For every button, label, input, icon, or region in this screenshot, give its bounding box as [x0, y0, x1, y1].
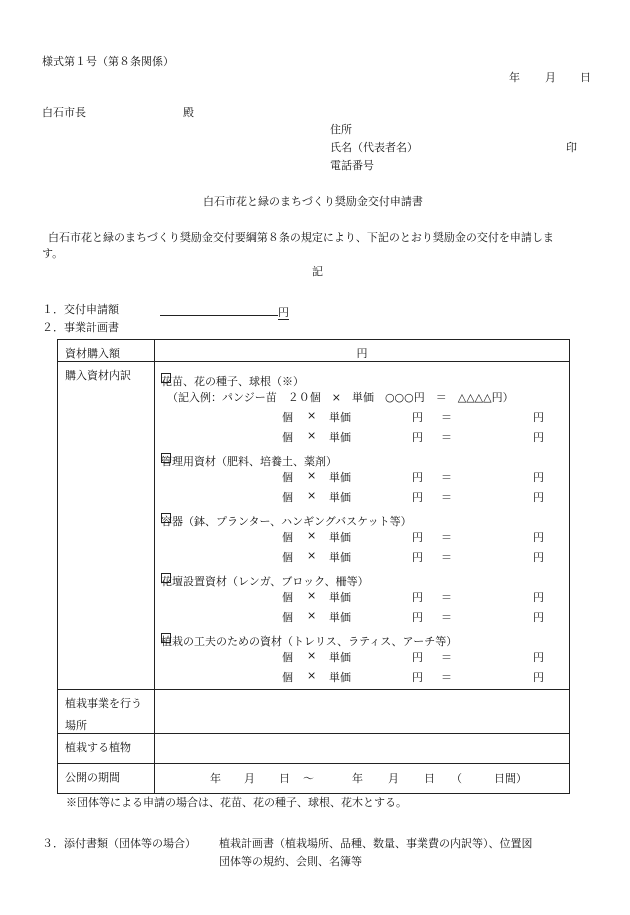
intro-line-2: す。	[42, 247, 64, 260]
date-year: 年	[509, 71, 520, 84]
entry-row: 個 × 単価 円 ＝ 円	[282, 549, 544, 564]
footnote: ※団体等による申請の場合は、花苗、花の種子、球根、花木とする。	[66, 796, 407, 809]
item3-line-2: 団体等の規約、会則、名簿等	[219, 855, 362, 868]
plants-value-cell[interactable]	[155, 734, 570, 764]
item2-label: ２．事業計画書	[42, 321, 119, 334]
entry-row: 個 × 単価 円 ＝ 円	[282, 489, 544, 504]
cost-label-cell: 資材購入額	[58, 340, 155, 362]
breakdown-label-cell: 購入資材内訳	[58, 362, 155, 690]
item1-label: １．交付申請額	[42, 303, 119, 316]
name-label: 氏名（代表者名）	[330, 141, 418, 154]
example-row: （記入例：パンジー苗 ２０個 × 単価 ○○○円 ＝ △△△△円）	[167, 391, 514, 404]
plan-table	[57, 339, 570, 794]
period-label-cell: 公開の期間	[58, 764, 155, 794]
breakdown-cell	[155, 362, 570, 690]
addressee-honorific: 殿	[183, 106, 194, 119]
item1-unit: 円	[278, 306, 289, 319]
category-heading: 花苗、花の種子、球根（※）	[161, 375, 304, 388]
phone-label: 電話番号	[330, 159, 374, 172]
category-heading: 植栽の工夫のための資材（トレリス、ラティス、アーチ等）	[161, 635, 458, 648]
entry-row: 個 × 単価 円 ＝ 円	[282, 609, 544, 624]
addressee-mayor: 白石市長	[42, 106, 86, 119]
category-heading: 容器（鉢、プランター、ハンギングバスケット等）	[161, 515, 412, 528]
seal-mark: 印	[566, 141, 577, 154]
intro-line-1: 白石市花と緑のまちづくり奨励金交付要綱第８条の規定により、下記のとおり奨励金の交付を申請しま	[48, 231, 554, 244]
period-value-cell[interactable]: 年 月 日 ～ 年 月 日 （ 日間）	[155, 764, 570, 794]
entry-row: 個 × 単価 円 ＝ 円	[282, 589, 544, 604]
item1-amount-field[interactable]	[160, 304, 289, 318]
entry-row: 個 × 単価 円 ＝ 円	[282, 669, 544, 684]
entry-row: 個 × 単価 円 ＝ 円	[282, 529, 544, 544]
item3-line-1: 植栽計画書（植栽場所、品種、数量、事業費の内訳等）、位置図	[219, 837, 533, 850]
place-label-cell: 植栽事業を行う 場所	[58, 690, 155, 734]
place-value-cell[interactable]	[155, 690, 570, 734]
category-heading: 花壇設置資材（レンガ、ブロック、柵等）	[161, 575, 369, 588]
category-heading: 管理用資材（肥料、培養土、薬剤）	[161, 455, 337, 468]
item3-label: ３．添付書類（団体等の場合）	[42, 837, 196, 850]
entry-row: 個 × 単価 円 ＝ 円	[282, 409, 544, 424]
entry-row: 個 × 単価 円 ＝ 円	[282, 429, 544, 444]
form-number: 様式第１号（第８条関係）	[42, 55, 174, 68]
plants-label-cell: 植栽する植物	[58, 734, 155, 764]
entry-row: 個 × 単価 円 ＝ 円	[282, 649, 544, 664]
date-month: 月	[545, 71, 556, 84]
cost-value-cell[interactable]: 円	[155, 340, 570, 362]
address-label: 住所	[330, 123, 352, 136]
ki-heading: 記	[312, 265, 323, 278]
date-day: 日	[580, 71, 591, 84]
document-title: 白石市花と緑のまちづくり奨励金交付申請書	[203, 195, 423, 208]
entry-row: 個 × 単価 円 ＝ 円	[282, 469, 544, 484]
